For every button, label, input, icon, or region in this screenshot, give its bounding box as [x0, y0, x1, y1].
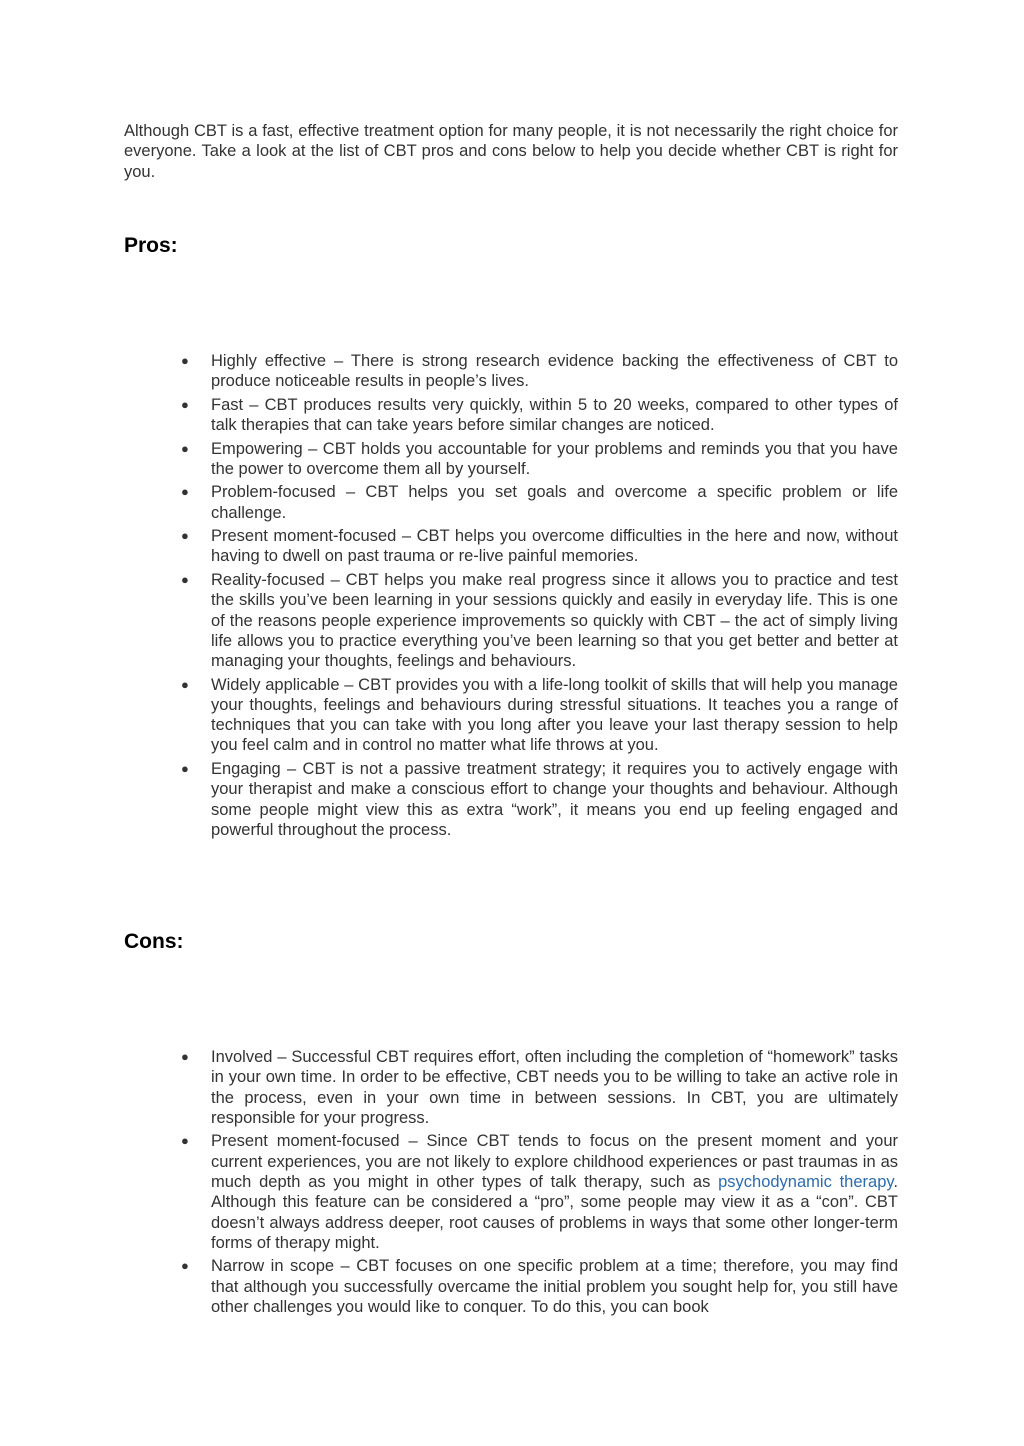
list-item-text: Reality-focused – CBT helps you make real progress since it allows you to practice and test the skills you’ve been learning in your sessions quickly and easily in everyday life. This is one of the reasons people experience improvements so quickly with CBT – the act of simply living life allows you to practice everything you’ve been learning so that you get better and better at managing your thoughts, feelings and behaviours.	[211, 570, 898, 671]
bullet-icon: ●	[181, 528, 189, 544]
pros-list	[0, 351, 898, 843]
bullet-icon: ●	[181, 1049, 189, 1064]
list-item-text: Empowering – CBT holds you accountable for your problems and reminds you that you have the power to overcome them all by yourself.	[211, 439, 898, 478]
list-item-text: Present moment-focused – CBT helps you overcome difficulties in the here and now, without having to dwell on past trauma or re-live painful memories.	[211, 527, 898, 566]
cons-heading: Cons:	[124, 930, 184, 953]
list-item-text: Involved – Successful CBT requires effort, often including the completion of “homework” tasks in your own time. In order to be effective, CBT needs you to be willing to take an active role in the process, even in your own time in between sessions. In CBT, you are ultimately responsible for your progress.	[211, 1048, 898, 1127]
list-item	[0, 439, 898, 480]
list-item-text: Engaging – CBT is not a passive treatment strategy; it requires you to actively engage with your therapist and make a conscious effort to change your thoughts and behaviour. Although some people might view this as extra “work”, it means you end up feeling engaged and powerful throughout the process.	[211, 759, 898, 839]
bullet-icon: ●	[181, 571, 189, 587]
pros-heading: Pros:	[124, 234, 178, 257]
psychodynamic-therapy-link[interactable]: psychodynamic therapy	[718, 1172, 894, 1191]
list-item	[0, 675, 898, 756]
list-item-text-start: Present moment-focused – Since CBT tends to focus on the present moment and your current experiences, you are not likely to explore childhood experiences or past traumas in as much depth as you might in other types of talk therapy, such as	[211, 1132, 898, 1191]
bullet-icon: ●	[181, 1133, 189, 1149]
list-item-text: Widely applicable – CBT provides you with a life-long toolkit of skills that will help you manage your thoughts, feelings and behaviours during stressful situations. It teaches you a range of techniques that you can take with you long after you leave your last therapy session to help you feel calm and in control no matter what life throws at you.	[211, 675, 898, 755]
bullet-icon: ●	[181, 484, 189, 500]
list-item-text: Narrow in scope – CBT focuses on one specific problem at a time; therefore, you may find that although you successfully overcame the initial problem you sought help for, you still have other challenges you would like to conquer. To do this, you can book	[211, 1257, 898, 1316]
list-item-text: Highly effective – There is strong research evidence backing the effectiveness of CBT to produce noticeable results in people’s lives.	[211, 352, 898, 391]
list-item-text: Fast – CBT produces results very quickly, within 5 to 20 weeks, compared to other types of talk therapies that can take years before similar changes are noticed.	[211, 395, 898, 435]
list-item	[0, 482, 898, 523]
list-item	[0, 759, 898, 840]
list-item	[0, 1131, 898, 1253]
bullet-icon: ●	[181, 353, 189, 368]
bullet-icon: ●	[181, 676, 189, 692]
list-item	[0, 526, 898, 567]
list-item-text-end: . Although this feature can be considered a “pro”, some people may view it as a “con”. CBT doesn’t always address deeper, root causes of problems in ways that some other longer-term forms of therapy might.	[211, 1172, 898, 1252]
bullet-icon: ●	[181, 440, 189, 456]
list-item	[0, 1256, 898, 1317]
list-item	[0, 395, 898, 436]
bullet-icon: ●	[181, 760, 189, 776]
intro-paragraph: Although CBT is a fast, effective treatment option for many people, it is not necessarily the right choice for everyone. Take a look at the list of CBT pros and cons below to help you decide whether CBT is right for you.	[124, 122, 898, 181]
list-item	[0, 570, 898, 671]
list-item-text: Problem-focused – CBT helps you set goals and overcome a specific problem or life challenge.	[211, 483, 898, 522]
list-item	[0, 351, 898, 392]
cons-list	[0, 1047, 898, 1320]
list-item	[0, 1047, 898, 1128]
bullet-icon: ●	[181, 396, 189, 412]
bullet-icon: ●	[181, 1258, 189, 1274]
